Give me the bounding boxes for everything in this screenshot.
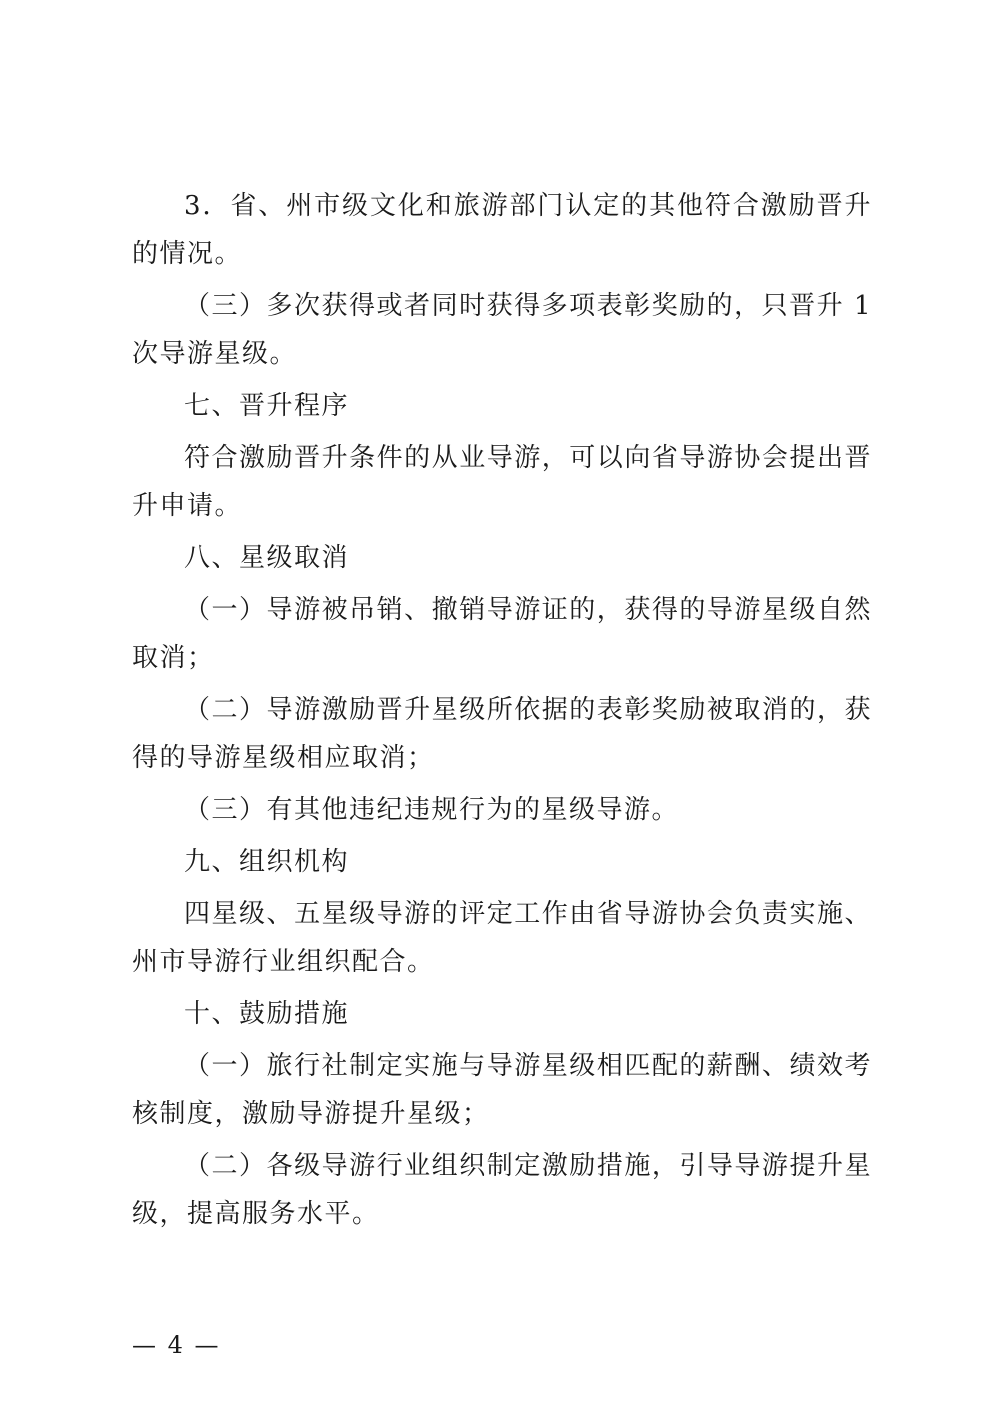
section-heading-incentive-measures: 十、鼓励措施 <box>184 999 350 1029</box>
section-heading-organization: 九、组织机构 <box>184 847 350 877</box>
paragraph-evaluation-organization: 四星级、五星级导游的评定工作由省导游协会负责实施、州市导游行业组织配合。 <box>132 899 872 977</box>
paragraph-award-cancelled: （二）导游激励晋升星级所依据的表彰奖励被取消的，获得的导游星级相应取消； <box>132 695 872 773</box>
section-heading-promotion-procedure: 七、晋升程序 <box>184 391 350 421</box>
paragraph-industry-measures: （二）各级导游行业组织制定激励措施，引导导游提升星级，提高服务水平。 <box>132 1151 872 1229</box>
document-body <box>132 182 872 1242</box>
paragraph-agency-compensation: （一）旅行社制定实施与导游星级相匹配的薪酬、绩效考核制度，激励导游提升星级； <box>132 1051 872 1129</box>
section-heading-star-cancellation: 八、星级取消 <box>184 543 350 573</box>
page-number: — 4 — <box>132 1331 221 1359</box>
paragraph-promotion-application: 符合激励晋升条件的从业导游，可以向省导游协会提出晋升申请。 <box>132 443 872 521</box>
paragraph-misconduct: （三）有其他违纪违规行为的星级导游。 <box>184 795 680 825</box>
paragraph-item-3-recognition: 3．省、州市级文化和旅游部门认定的其他符合激励晋升的情况。 <box>132 191 872 269</box>
paragraph-license-revoked: （一）导游被吊销、撤销导游证的，获得的导游星级自然取消； <box>132 595 872 673</box>
paragraph-multiple-awards: （三）多次获得或者同时获得多项表彰奖励的，只晋升 1 次导游星级。 <box>132 291 872 369</box>
